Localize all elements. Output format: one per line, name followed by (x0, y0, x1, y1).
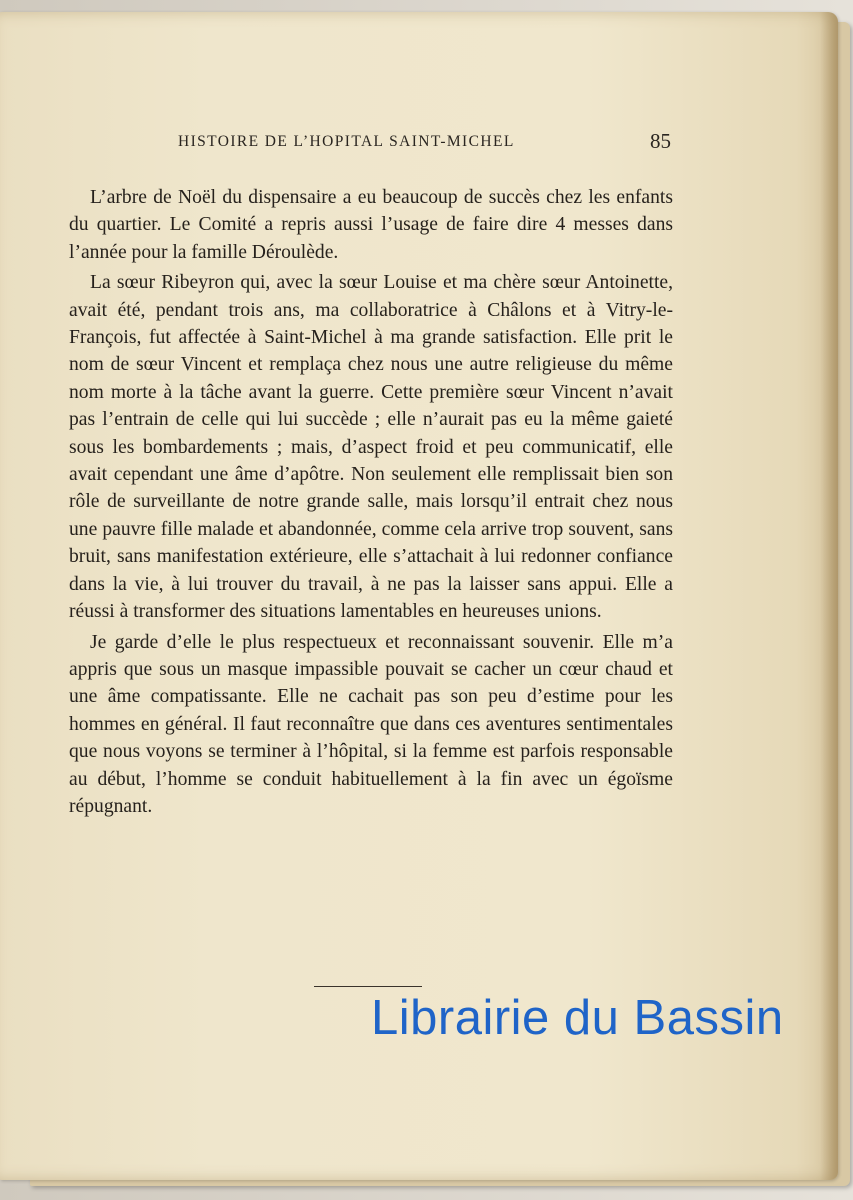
page-number: 85 (650, 129, 671, 153)
paragraph: Je garde d’elle le plus respectueux et reconnaissant souvenir. Elle m’a appris que sous un masque impassible pouvait se cacher un cœur chaud et une âme compatissante. Elle ne cachait pas son peu d’estime pour les hommes en général. Il faut reconnaître que dans ces aventures sentimentales que nous voyons se terminer à l’hôpital, si la femme est parfois responsable au début, l’homme se conduit habituellement à la fin avec un égoïsme répugnant. (69, 631, 673, 817)
page-edge-shadow (820, 12, 838, 1180)
watermark: Librairie du Bassin (371, 991, 784, 1045)
running-title: HISTOIRE DE L’HOPITAL SAINT-MICHEL (178, 133, 515, 150)
end-rule (314, 986, 422, 987)
body-text (69, 184, 673, 823)
paragraph: La sœur Ribeyron qui, avec la sœur Louise et ma chère sœur Antoinette, avait été, pendant trois ans, ma collaboratrice à Châlons et à Vitry-le-François, fut affectée à Saint-Michel à ma grande satisfaction. Elle prit le nom de sœur Vincent et remplaça chez nous une autre religieuse du même nom morte à la tâche avant la guerre. Cette première sœur Vincent n’avait pas l’entrain de celle qui lui succède ; elle n’aurait pas eu la même gaieté sous les bombardements ; mais, d’aspect froid et peu communicatif, elle avait cependant une âme d’apôtre. Non seulement elle remplissait bien son rôle de surveillante de notre grande salle, mais lorsqu’il entrait chez nous une pauvre fille malade et abandonnée, comme cela arrive trop souvent, sans bruit, sans manifestation extérieure, elle s’attachait à lui redonner confiance dans la vie, à lui trouver du travail, à ne pas la laisser sans appui. Elle a réussi à transformer des situations lamentables en heureuses unions. (69, 272, 673, 623)
paragraph: L’arbre de Noël du dispensaire a eu beaucoup de succès chez les enfants du quartier. Le Comité a repris aussi l’usage de faire dire 4 messes dans l’année pour la famille Déroulède. (69, 187, 673, 263)
running-head (178, 129, 673, 155)
